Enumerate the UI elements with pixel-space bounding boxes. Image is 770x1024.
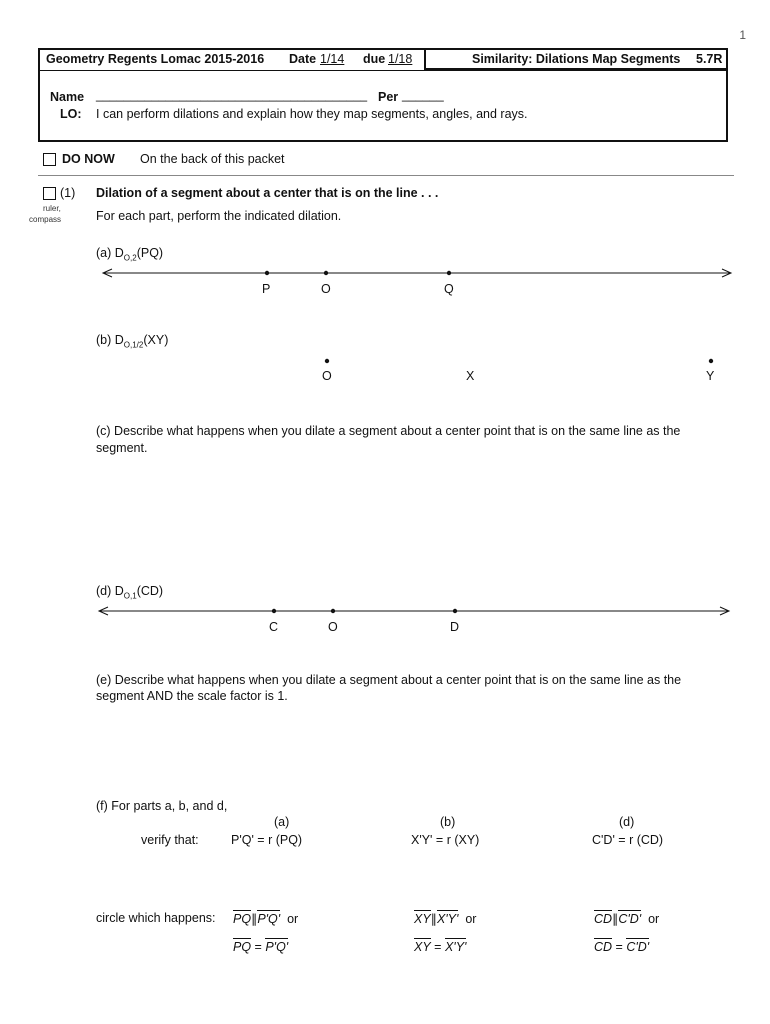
date-label: Date [289,52,317,66]
option-a-equal[interactable]: PQ = P'Q' [233,940,289,954]
label-o-d: O [328,620,338,634]
course-title: Geometry Regents Lomac 2015-2016 [46,52,265,66]
line-a [103,269,731,277]
circle-label: circle which happens: [96,911,216,925]
part-f-head-b: (b) [440,815,456,829]
due-value: 1/18 [388,52,413,66]
point-q [447,271,451,275]
part-e-text-1: (e) Describe what happens when you dilate a segment about a center point that is on the same line as the [96,673,682,687]
verify-label: verify that: [141,833,199,847]
problem1-instruction: For each part, perform the indicated dilation. [96,209,342,223]
per-label: Per [378,90,399,104]
do-now-label: DO NOW [62,152,115,166]
point-o-b [325,359,329,363]
point-c [272,609,276,613]
part-e-text-2: segment AND the scale factor is 1. [96,689,288,703]
label-y: Y [706,369,715,383]
part-c-text-2: segment. [96,441,148,455]
label-d: D [450,620,460,634]
part-b-label: (b) $D_{O,1/2}(XY)$ [96,333,169,350]
date-value: 1/14 [320,52,345,66]
option-b-equal[interactable]: XY = X'Y' [414,940,467,954]
label-q: Q [444,282,454,296]
problem1-tools-1: ruler, [43,204,61,213]
lo-text: I can perform dilations and explain how they map segments, angles, and rays. [96,107,528,121]
option-d-parallel[interactable]: CD∥C'D' or [594,912,660,926]
do-now-text: On the back of this packet [140,152,285,166]
option-d-equal[interactable]: CD = C'D' [594,940,650,954]
verify-a: P'Q' = r (PQ) [231,833,303,847]
verify-d: C'D' = r (CD) [592,833,664,847]
part-f-head-a: (a) [274,815,290,829]
line-d [99,607,729,615]
points-b [325,359,713,363]
lesson-code: 5.7R [696,52,723,66]
name-blank[interactable]: _______________________________________ [96,88,368,102]
point-y [709,359,713,363]
lo-label: LO: [60,107,82,121]
part-a-label: (a) $D_{O,2}(PQ)$ [96,246,164,263]
option-b-parallel[interactable]: XY∥X'Y' or [414,912,477,926]
part-f-head-d: (d) [619,815,635,829]
point-d [453,609,457,613]
topic-title: Similarity: Dilations Map Segments [472,52,681,66]
option-a-parallel[interactable]: PQ∥P'Q' or [233,912,299,926]
problem1-tools-2: compass [29,215,62,224]
label-c: C [269,620,279,634]
point-o-a [324,271,328,275]
label-x: X [466,369,475,383]
verify-b: X'Y' = r (XY) [411,833,480,847]
name-label: Name [50,90,85,104]
part-d-label: (d) $D_{O,1}(CD)$ [96,584,164,601]
point-o-d [331,609,335,613]
label-o-a: O [321,282,331,296]
problem1-number: (1) [60,186,76,200]
point-p [265,271,269,275]
page-number: 1 [739,28,746,42]
problem1-title: Dilation of a segment about a center that is on the line . . . [96,186,439,200]
part-c-text-1: (c) Describe what happens when you dilate a segment about a center point that is on the same line as the [96,424,681,438]
part-f-intro: (f) For parts a, b, and d, [96,799,228,813]
due-label: due [363,52,386,66]
per-blank[interactable]: ______ [402,88,444,102]
label-o-b: O [322,369,332,383]
label-p: P [262,282,271,296]
